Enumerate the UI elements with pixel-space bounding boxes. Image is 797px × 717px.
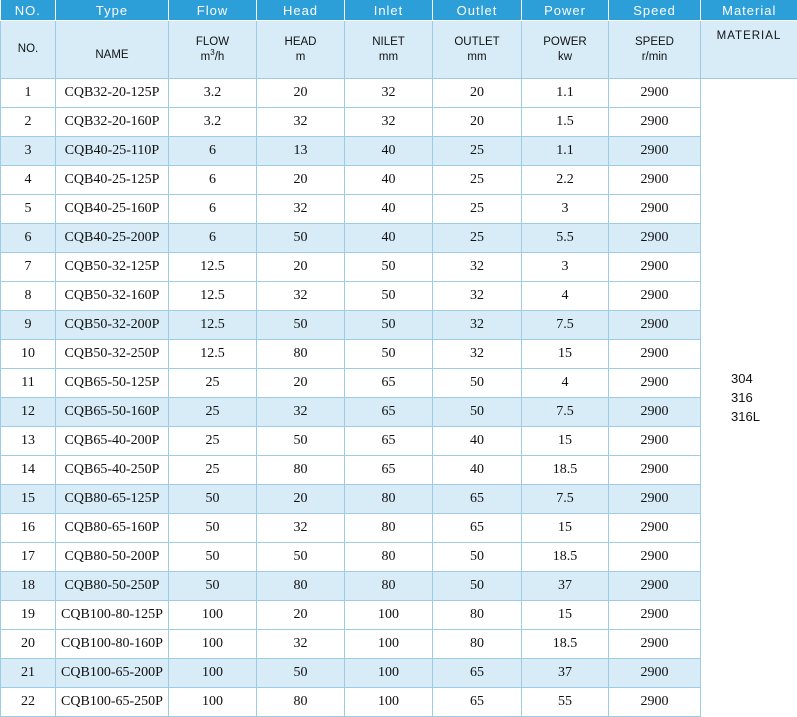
table-row — [1, 282, 797, 311]
material-cell — [701, 79, 797, 717]
cell-power: 1.1 — [522, 137, 609, 166]
subheader-power — [522, 21, 609, 79]
cell-inlet: 65 — [345, 456, 433, 485]
cell-no: 1 — [1, 79, 56, 108]
cell-no: 18 — [1, 572, 56, 601]
cell-inlet: 100 — [345, 601, 433, 630]
cell-power: 1.1 — [522, 79, 609, 108]
cell-no: 13 — [1, 427, 56, 456]
cell-no: 12 — [1, 398, 56, 427]
cell-speed: 2900 — [609, 427, 701, 456]
cell-name: CQB65-50-160P — [56, 398, 169, 427]
cell-head: 20 — [257, 166, 345, 195]
subheader-speed-unit: r/min — [642, 51, 668, 63]
table-row — [1, 688, 797, 717]
table-row — [1, 166, 797, 195]
table-row — [1, 543, 797, 572]
subheader-outlet-label: OUTLET — [454, 36, 499, 48]
cell-no: 4 — [1, 166, 56, 195]
cell-flow: 12.5 — [169, 311, 257, 340]
cell-head: 20 — [257, 485, 345, 514]
table-row — [1, 630, 797, 659]
cell-inlet: 100 — [345, 659, 433, 688]
subheader-inlet — [345, 21, 433, 79]
cell-head: 50 — [257, 543, 345, 572]
cell-name: CQB65-50-125P — [56, 369, 169, 398]
cell-outlet: 80 — [433, 630, 522, 659]
cell-no: 14 — [1, 456, 56, 485]
subheader-flow-unit: $m^3/h$ — [201, 51, 225, 63]
cell-no: 8 — [1, 282, 56, 311]
cell-name: CQB80-65-125P — [56, 485, 169, 514]
cell-speed: 2900 — [609, 340, 701, 369]
cell-power: 4 — [522, 282, 609, 311]
cell-power: 7.5 — [522, 398, 609, 427]
cell-inlet: 80 — [345, 485, 433, 514]
header-material: Material — [701, 0, 797, 21]
cell-power: 18.5 — [522, 543, 609, 572]
cell-name: CQB50-32-200P — [56, 311, 169, 340]
table-row — [1, 224, 797, 253]
subheader-flow — [169, 21, 257, 79]
table-row — [1, 369, 797, 398]
cell-name: CQB80-50-250P — [56, 572, 169, 601]
cell-head: 50 — [257, 224, 345, 253]
table-row — [1, 79, 797, 108]
cell-inlet: 65 — [345, 427, 433, 456]
cell-power: 37 — [522, 659, 609, 688]
cell-head: 80 — [257, 340, 345, 369]
cell-flow: 12.5 — [169, 282, 257, 311]
cell-power: 4 — [522, 369, 609, 398]
cell-power: 55 — [522, 688, 609, 717]
cell-power: 15 — [522, 340, 609, 369]
cell-outlet: 32 — [433, 253, 522, 282]
table-row — [1, 398, 797, 427]
subheader-head-unit: m — [296, 51, 306, 63]
cell-no: 9 — [1, 311, 56, 340]
header-flow: Flow — [169, 0, 257, 21]
cell-outlet: 20 — [433, 79, 522, 108]
cell-flow: 25 — [169, 427, 257, 456]
cell-head: 50 — [257, 311, 345, 340]
subheader-row — [1, 21, 797, 79]
cell-outlet: 65 — [433, 485, 522, 514]
cell-speed: 2900 — [609, 79, 701, 108]
header-inlet: Inlet — [345, 0, 433, 21]
subheader-power-unit: kw — [558, 51, 572, 63]
cell-inlet: 80 — [345, 543, 433, 572]
table-row — [1, 485, 797, 514]
cell-power: 18.5 — [522, 630, 609, 659]
subheader-no: NO. — [1, 21, 56, 79]
table-row — [1, 514, 797, 543]
subheader-head-label: HEAD — [285, 36, 317, 48]
table-row — [1, 456, 797, 485]
cell-head: 50 — [257, 427, 345, 456]
cell-inlet: 32 — [345, 108, 433, 137]
cell-flow: 3.2 — [169, 108, 257, 137]
cell-power: 15 — [522, 601, 609, 630]
cell-speed: 2900 — [609, 108, 701, 137]
cell-speed: 2900 — [609, 514, 701, 543]
cell-outlet: 32 — [433, 282, 522, 311]
cell-flow: 12.5 — [169, 340, 257, 369]
cell-outlet: 80 — [433, 601, 522, 630]
cell-name: CQB100-80-125P — [56, 601, 169, 630]
cell-no: 22 — [1, 688, 56, 717]
cell-speed: 2900 — [609, 224, 701, 253]
cell-name: CQB65-40-250P — [56, 456, 169, 485]
header-power: Power — [522, 0, 609, 21]
cell-head: 32 — [257, 398, 345, 427]
header-head: Head — [257, 0, 345, 21]
cell-head: 32 — [257, 630, 345, 659]
subheader-outlet-unit: mm — [467, 51, 486, 63]
cell-inlet: 40 — [345, 166, 433, 195]
cell-power: 18.5 — [522, 456, 609, 485]
cell-head: 20 — [257, 79, 345, 108]
table-row — [1, 340, 797, 369]
cell-outlet: 65 — [433, 514, 522, 543]
cell-outlet: 50 — [433, 369, 522, 398]
cell-power: 15 — [522, 427, 609, 456]
cell-power: 7.5 — [522, 485, 609, 514]
header-outlet: Outlet — [433, 0, 522, 21]
cell-speed: 2900 — [609, 398, 701, 427]
header-type: Type — [56, 0, 169, 21]
cell-head: 50 — [257, 659, 345, 688]
subheader-outlet — [433, 21, 522, 79]
cell-speed: 2900 — [609, 282, 701, 311]
cell-inlet: 65 — [345, 398, 433, 427]
subheader-speed-label: SPEED — [635, 36, 674, 48]
cell-name: CQB32-20-125P — [56, 79, 169, 108]
cell-flow: 50 — [169, 543, 257, 572]
cell-speed: 2900 — [609, 572, 701, 601]
cell-outlet: 50 — [433, 543, 522, 572]
cell-head: 80 — [257, 456, 345, 485]
cell-no: 15 — [1, 485, 56, 514]
cell-outlet: 25 — [433, 195, 522, 224]
cell-power: 5.5 — [522, 224, 609, 253]
cell-no: 21 — [1, 659, 56, 688]
subheader-name: NAME — [56, 21, 169, 79]
cell-name: CQB40-25-125P — [56, 166, 169, 195]
cell-speed: 2900 — [609, 456, 701, 485]
cell-name: CQB40-25-160P — [56, 195, 169, 224]
subheader-material: MATERIAL — [701, 21, 797, 79]
table-row — [1, 253, 797, 282]
cell-inlet: 50 — [345, 311, 433, 340]
cell-outlet: 40 — [433, 427, 522, 456]
cell-no: 6 — [1, 224, 56, 253]
table-body — [1, 79, 797, 717]
cell-inlet: 65 — [345, 369, 433, 398]
cell-power: 15 — [522, 514, 609, 543]
cell-no: 7 — [1, 253, 56, 282]
cell-no: 20 — [1, 630, 56, 659]
cell-flow: 6 — [169, 224, 257, 253]
cell-outlet: 40 — [433, 456, 522, 485]
table-row — [1, 601, 797, 630]
cell-power: 37 — [522, 572, 609, 601]
cell-head: 13 — [257, 137, 345, 166]
cell-inlet: 50 — [345, 253, 433, 282]
cell-speed: 2900 — [609, 166, 701, 195]
cell-outlet: 25 — [433, 224, 522, 253]
table-row — [1, 137, 797, 166]
header-row — [1, 0, 797, 21]
cell-head: 32 — [257, 195, 345, 224]
material-value: 316L — [731, 407, 797, 426]
cell-head: 20 — [257, 601, 345, 630]
cell-flow: 100 — [169, 688, 257, 717]
cell-flow: 50 — [169, 485, 257, 514]
cell-flow: 50 — [169, 514, 257, 543]
subheader-inlet-unit: mm — [379, 51, 398, 63]
cell-outlet: 50 — [433, 398, 522, 427]
cell-name: CQB100-65-200P — [56, 659, 169, 688]
cell-speed: 2900 — [609, 195, 701, 224]
cell-head: 32 — [257, 514, 345, 543]
cell-head: 32 — [257, 282, 345, 311]
cell-flow: 12.5 — [169, 253, 257, 282]
cell-name: CQB100-80-160P — [56, 630, 169, 659]
cell-no: 10 — [1, 340, 56, 369]
cell-head: 80 — [257, 688, 345, 717]
cell-flow: 3.2 — [169, 79, 257, 108]
cell-flow: 100 — [169, 601, 257, 630]
table-row — [1, 427, 797, 456]
table-row — [1, 659, 797, 688]
table-row — [1, 195, 797, 224]
subheader-inlet-label: NILET — [372, 36, 405, 48]
cell-head: 80 — [257, 572, 345, 601]
cell-outlet: 65 — [433, 659, 522, 688]
cell-head: 20 — [257, 253, 345, 282]
subheader-flow-label: FLOW — [196, 36, 229, 48]
table-row — [1, 311, 797, 340]
subheader-power-label: POWER — [543, 36, 586, 48]
cell-speed: 2900 — [609, 137, 701, 166]
cell-inlet: 80 — [345, 514, 433, 543]
cell-outlet: 25 — [433, 166, 522, 195]
cell-speed: 2900 — [609, 369, 701, 398]
cell-flow: 6 — [169, 137, 257, 166]
cell-power: 2.2 — [522, 166, 609, 195]
cell-name: CQB32-20-160P — [56, 108, 169, 137]
cell-speed: 2900 — [609, 311, 701, 340]
cell-inlet: 32 — [345, 79, 433, 108]
cell-flow: 25 — [169, 456, 257, 485]
cell-no: 2 — [1, 108, 56, 137]
table-row — [1, 572, 797, 601]
cell-flow: 25 — [169, 369, 257, 398]
cell-flow: 6 — [169, 195, 257, 224]
cell-name: CQB40-25-110P — [56, 137, 169, 166]
header-no: NO. — [1, 0, 56, 21]
cell-outlet: 65 — [433, 688, 522, 717]
cell-flow: 50 — [169, 572, 257, 601]
cell-flow: 100 — [169, 659, 257, 688]
cell-no: 17 — [1, 543, 56, 572]
cell-no: 5 — [1, 195, 56, 224]
cell-inlet: 40 — [345, 224, 433, 253]
cell-head: 32 — [257, 108, 345, 137]
cell-no: 11 — [1, 369, 56, 398]
cell-power: 1.5 — [522, 108, 609, 137]
material-value: 316 — [731, 388, 797, 407]
cell-speed: 2900 — [609, 253, 701, 282]
cell-speed: 2900 — [609, 630, 701, 659]
cell-name: CQB40-25-200P — [56, 224, 169, 253]
cell-name: CQB100-65-250P — [56, 688, 169, 717]
cell-outlet: 50 — [433, 572, 522, 601]
cell-inlet: 100 — [345, 688, 433, 717]
cell-name: CQB65-40-200P — [56, 427, 169, 456]
cell-speed: 2900 — [609, 659, 701, 688]
subheader-speed — [609, 21, 701, 79]
cell-flow: 100 — [169, 630, 257, 659]
cell-name: CQB80-50-200P — [56, 543, 169, 572]
cell-power: 3 — [522, 195, 609, 224]
cell-inlet: 50 — [345, 282, 433, 311]
table-row — [1, 108, 797, 137]
cell-flow: 6 — [169, 166, 257, 195]
cell-speed: 2900 — [609, 688, 701, 717]
cell-name: CQB50-32-125P — [56, 253, 169, 282]
cell-name: CQB50-32-160P — [56, 282, 169, 311]
cell-inlet: 50 — [345, 340, 433, 369]
cell-speed: 2900 — [609, 543, 701, 572]
cell-speed: 2900 — [609, 601, 701, 630]
cell-power: 3 — [522, 253, 609, 282]
cell-speed: 2900 — [609, 485, 701, 514]
cell-name: CQB50-32-250P — [56, 340, 169, 369]
cell-power: 7.5 — [522, 311, 609, 340]
cell-head: 20 — [257, 369, 345, 398]
cell-inlet: 80 — [345, 572, 433, 601]
cell-outlet: 32 — [433, 340, 522, 369]
cell-no: 19 — [1, 601, 56, 630]
cell-outlet: 32 — [433, 311, 522, 340]
cell-inlet: 100 — [345, 630, 433, 659]
cell-name: CQB80-65-160P — [56, 514, 169, 543]
cell-no: 16 — [1, 514, 56, 543]
subheader-head — [257, 21, 345, 79]
cell-no: 3 — [1, 137, 56, 166]
cell-inlet: 40 — [345, 137, 433, 166]
cell-flow: 25 — [169, 398, 257, 427]
cell-outlet: 25 — [433, 137, 522, 166]
material-value: 304 — [731, 369, 797, 388]
header-speed: Speed — [609, 0, 701, 21]
cell-outlet: 20 — [433, 108, 522, 137]
cell-inlet: 40 — [345, 195, 433, 224]
